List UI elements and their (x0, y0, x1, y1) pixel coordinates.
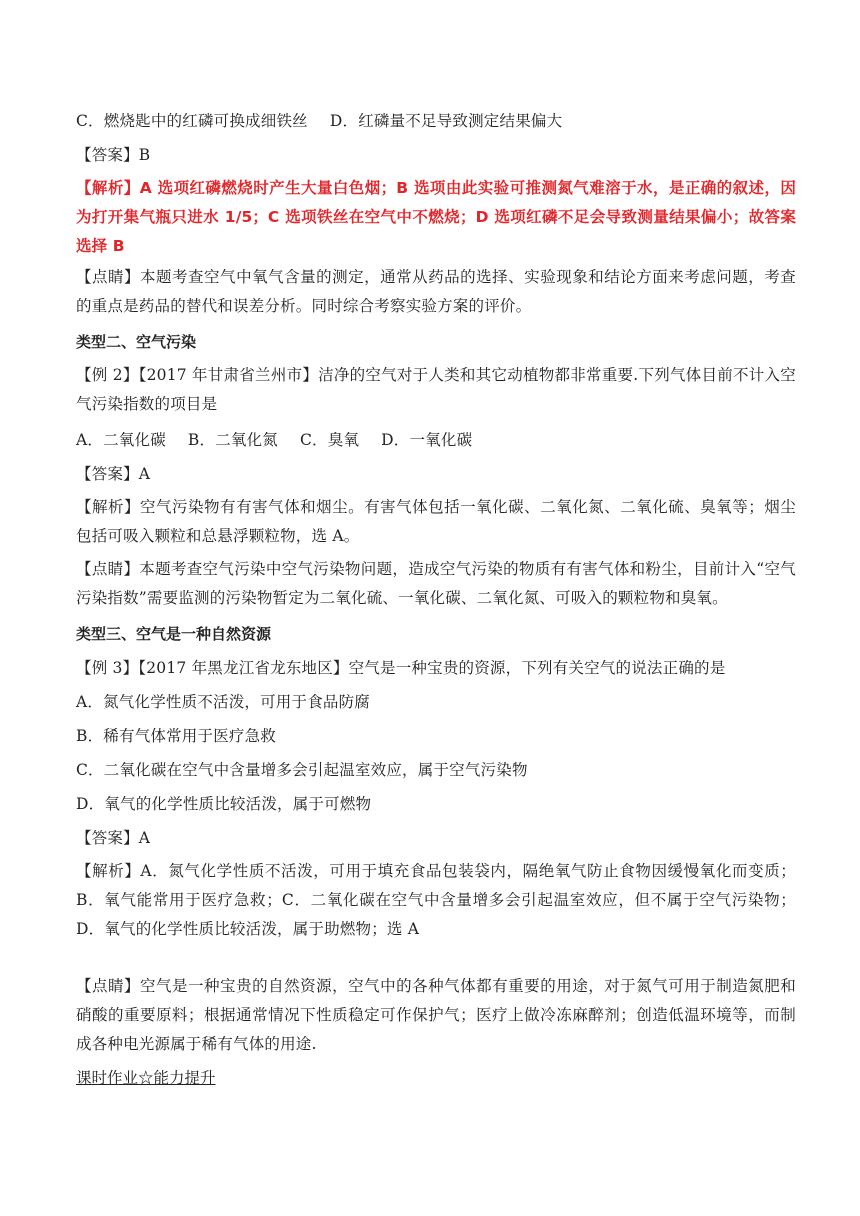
document-page (76, 104, 796, 1093)
option-d: D．一氧化碳 (381, 431, 473, 449)
answer-2: 【答案】A (76, 465, 151, 483)
option-c: C．臭氧 (300, 431, 360, 449)
answer-1: 【答案】B (76, 146, 151, 164)
comment-2: 【点睛】本题考查空气污染中空气污染物问题，造成空气污染的物质有有害气体和粉尘，目前计入“空气污染指数”需要监测的污染物暂定为二氧化硫、一氧化碳、二氧化氮、可吸入的颗粒物和臭氧。 (76, 560, 796, 607)
homework-link[interactable]: 课时作业☆能力提升 (76, 1069, 216, 1087)
options-2 (76, 423, 796, 457)
section-heading-2: 类型二、空气污染 (76, 333, 197, 351)
option-c-3: C．二氧化碳在空气中含量增多会引起温室效应，属于空气污染物 (76, 761, 528, 779)
option-a-3: A．氮气化学性质不活泼，可用于食品防腐 (76, 693, 370, 711)
option-b: B．二氧化氮 (187, 431, 278, 449)
option-b-3: B．稀有气体常用于医疗急救 (76, 727, 276, 745)
section-heading-3: 类型三、空气是一种自然资源 (76, 625, 272, 643)
option-a: A．二氧化碳 (76, 431, 166, 449)
comment-1: 【点睛】本题考查空气中氧气含量的测定，通常从药品的选择、实验现象和结论方面来考虑问题，考查的重点是药品的替代和误差分析。同时综合考察实验方案的评价。 (76, 268, 796, 315)
options-line (76, 104, 796, 138)
question-3: 【例 3】【2017 年黑龙江省龙东地区】空气是一种宝贵的资源，下列有关空气的说法正确的是 (76, 659, 726, 677)
analysis-2: 【解析】空气污染物有有害气体和烟尘。有害气体包括一氧化碳、二氧化氮、二氧化硫、臭氧等；烟尘包括可吸入颗粒和总悬浮颗粒物，选 A。 (76, 498, 796, 545)
comment-3: 【点睛】空气是一种宝贵的自然资源，空气中的各种气体都有重要的用途，对于氮气可用于制造氮肥和硝酸的重要原料；根据通常情况下性质稳定可作保护气；医疗上做冷冻麻醉剂；创造低温环境等，而制成各种电光源属于稀有气体的用途. (76, 977, 796, 1053)
option-c: C．燃烧匙中的红磷可换成细铁丝 (76, 112, 308, 130)
question-2: 【例 2】【2017 年甘肃省兰州市】洁净的空气对于人类和其它动植物都非常重要.下列气体目前不计入空气污染指数的项目是 (76, 366, 796, 413)
analysis-1-highlighted: 【解析】A 选项红磷燃烧时产生大量白色烟；B 选项由此实验可推测氮气难溶于水，是正确的叙述，因为打开集气瓶只进水 1/5；C 选项铁丝在空气中不燃烧；D 选项红磷不足会导致测量结果偏小；故答案选择 B (76, 179, 796, 255)
option-d: D．红磷量不足导致测定结果偏大 (329, 112, 563, 130)
option-d-3: D．氧气的化学性质比较活泼，属于可燃物 (76, 795, 372, 813)
answer-3: 【答案】A (76, 829, 151, 847)
analysis-3: 【解析】A．氮气化学性质不活泼，可用于填充食品包装袋内，隔绝氧气防止食物因缓慢氧化而变质；B．氧气能常用于医疗急救；C．二氧化碳在空气中含量增多会引起温室效应，但不属于空气污染物；D．氧气的化学性质比较活泼，属于助燃物；选 A (76, 862, 796, 938)
